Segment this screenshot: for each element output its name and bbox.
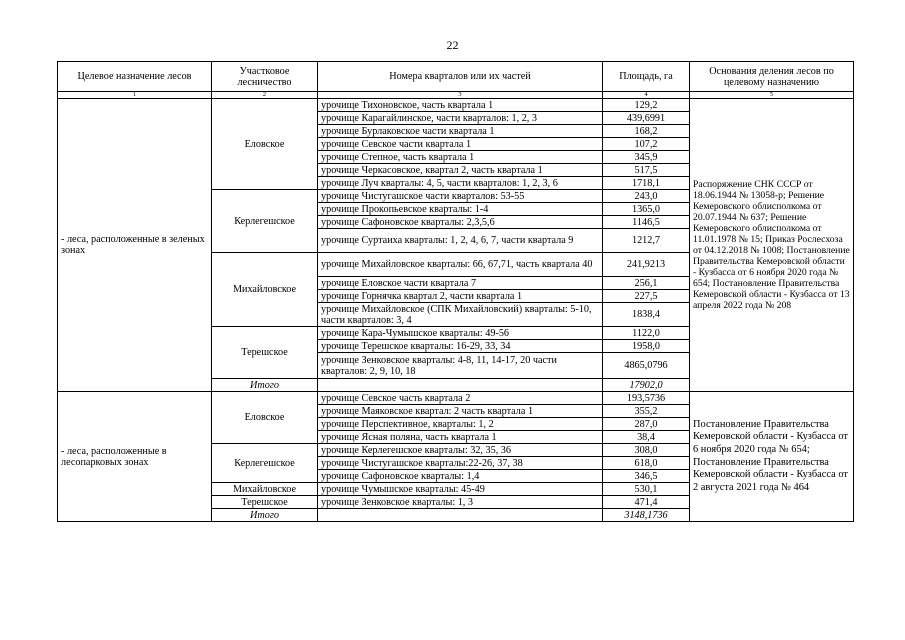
district-cell: Еловское: [212, 99, 318, 190]
column-number: 1: [58, 92, 212, 99]
basis-cell: Постановление Правительства Кемеровской области - Кузбасса от 6 ноября 2020 года № 654; Постановление Правительства Кемеровской области - Кузбасса от 2 августа 2021 года № 464: [690, 392, 854, 522]
area-cell: 1838,4: [603, 303, 690, 327]
quarters-cell: урочище Луч кварталы: 4, 5, части кварталов: 1, 2, 3, 6: [318, 177, 603, 190]
page-number: 22: [446, 38, 459, 52]
table-row: [58, 99, 854, 112]
area-cell: 355,2: [603, 405, 690, 418]
area-cell: 1365,0: [603, 203, 690, 216]
basis-cell: Распоряжение СНК СССР от 18.06.1944 № 13058-р; Решение Кемеровского облисполкома от 20.07.1944 № 637; Решение Кемеровского облисполкома от 11.01.1978 № 15; Приказ Рослесхоза от 04.12.2018 № 1008; Постановление Правительства Кемеровской области - Кузбасса от 6 ноября 2020 года № 654; Постановление Правительства Кемеровской области - Кузбасса от 13 апреля 2022 года № 208: [690, 99, 854, 392]
column-number: 5: [690, 92, 854, 99]
quarters-cell: урочище Чумышское кварталы: 45-49: [318, 483, 603, 496]
column-number: 3: [318, 92, 603, 99]
area-cell: 1146,5: [603, 216, 690, 229]
quarters-cell: урочище Севское часть квартала 2: [318, 392, 603, 405]
quarters-cell: урочище Сафоновское кварталы: 1,4: [318, 470, 603, 483]
table-body: [58, 99, 854, 522]
quarters-cell: урочище Суртаиха кварталы: 1, 2, 4, 6, 7, части квартала 9: [318, 229, 603, 253]
district-cell: Михайловское: [212, 253, 318, 327]
quarters-cell: урочище Маяковское квартал: 2 часть квартала 1: [318, 405, 603, 418]
total-empty-cell: [318, 379, 603, 392]
area-cell: 439,6991: [603, 112, 690, 125]
area-cell: 1958,0: [603, 340, 690, 353]
column-number: 2: [212, 92, 318, 99]
header-basis: Основания деления лесов по целевому назначению: [690, 62, 854, 92]
quarters-cell: урочище Керлегешское кварталы: 32, 35, 36: [318, 444, 603, 457]
quarters-cell: урочище Тихоновское, часть квартала 1: [318, 99, 603, 112]
district-cell: Керлегешское: [212, 444, 318, 483]
total-area: 3148,1736: [603, 509, 690, 522]
header-area: Площадь, га: [603, 62, 690, 92]
area-cell: 1212,7: [603, 229, 690, 253]
area-cell: 1718,1: [603, 177, 690, 190]
quarters-cell: урочище Зенковское кварталы: 1, 3: [318, 496, 603, 509]
area-cell: 618,0: [603, 457, 690, 470]
district-cell: Еловское: [212, 392, 318, 444]
area-cell: 287,0: [603, 418, 690, 431]
area-cell: 227,5: [603, 290, 690, 303]
area-cell: 346,5: [603, 470, 690, 483]
quarters-cell: урочище Степное, часть квартала 1: [318, 151, 603, 164]
area-cell: 308,0: [603, 444, 690, 457]
area-cell: 1122,0: [603, 327, 690, 340]
area-cell: 193,5736: [603, 392, 690, 405]
total-label: Итого: [212, 379, 318, 392]
area-cell: 241,9213: [603, 253, 690, 277]
district-cell: Терешское: [212, 496, 318, 509]
quarters-cell: урочище Михайловское кварталы: 66, 67,71, часть квартала 40: [318, 253, 603, 277]
district-cell: Керлегешское: [212, 190, 318, 253]
area-cell: 168,2: [603, 125, 690, 138]
area-cell: 243,0: [603, 190, 690, 203]
total-label: Итого: [212, 509, 318, 522]
quarters-cell: урочище Чистугашское кварталы:22-26, 37, 38: [318, 457, 603, 470]
quarters-cell: урочище Чистугашское части кварталов: 53-55: [318, 190, 603, 203]
total-empty-cell: [318, 509, 603, 522]
header-purpose: Целевое назначение лесов: [58, 62, 212, 92]
purpose-cell: - леса, расположенные в зеленых зонах: [58, 99, 212, 392]
quarters-cell: урочище Кара-Чумышское кварталы: 49-56: [318, 327, 603, 340]
column-number: 4: [603, 92, 690, 99]
quarters-cell: урочище Перспективное, кварталы: 1, 2: [318, 418, 603, 431]
forest-purpose-table: [57, 61, 854, 522]
area-cell: 530,1: [603, 483, 690, 496]
area-cell: 471,4: [603, 496, 690, 509]
purpose-cell: - леса, расположенные в лесопарковых зонах: [58, 392, 212, 522]
quarters-cell: урочище Михайловское (СПК Михайловский) кварталы: 5-10, части кварталов: 3, 4: [318, 303, 603, 327]
quarters-cell: урочище Зенковское кварталы: 4-8, 11, 14-17, 20 части кварталов: 2, 9, 10, 18: [318, 353, 603, 379]
quarters-cell: урочище Бурлаковское части квартала 1: [318, 125, 603, 138]
area-cell: 4865,0796: [603, 353, 690, 379]
quarters-cell: урочище Еловское части квартала 7: [318, 277, 603, 290]
header-row: [58, 62, 854, 92]
district-cell: Михайловское: [212, 483, 318, 496]
quarters-cell: урочище Ясная поляна, часть квартала 1: [318, 431, 603, 444]
column-number-row: [58, 92, 854, 99]
area-cell: 517,5: [603, 164, 690, 177]
quarters-cell: урочище Терешское кварталы: 16-29, 33, 34: [318, 340, 603, 353]
quarters-cell: урочище Карагайлинское, части кварталов: 1, 2, 3: [318, 112, 603, 125]
table-row: [58, 392, 854, 405]
header-quarters: Номера кварталов или их частей: [318, 62, 603, 92]
total-area: 17902,0: [603, 379, 690, 392]
quarters-cell: урочище Горнячка квартал 2, части квартала 1: [318, 290, 603, 303]
district-cell: Терешское: [212, 327, 318, 379]
area-cell: 345,9: [603, 151, 690, 164]
area-cell: 256,1: [603, 277, 690, 290]
quarters-cell: урочище Севское части квартала 1: [318, 138, 603, 151]
area-cell: 107,2: [603, 138, 690, 151]
quarters-cell: урочище Сафоновское кварталы: 2,3,5,6: [318, 216, 603, 229]
area-cell: 38,4: [603, 431, 690, 444]
header-district: Участковое лесничество: [212, 62, 318, 92]
quarters-cell: урочище Черкасовское, квартал 2, часть квартала 1: [318, 164, 603, 177]
area-cell: 129,2: [603, 99, 690, 112]
quarters-cell: урочище Прокопьевское кварталы: 1-4: [318, 203, 603, 216]
